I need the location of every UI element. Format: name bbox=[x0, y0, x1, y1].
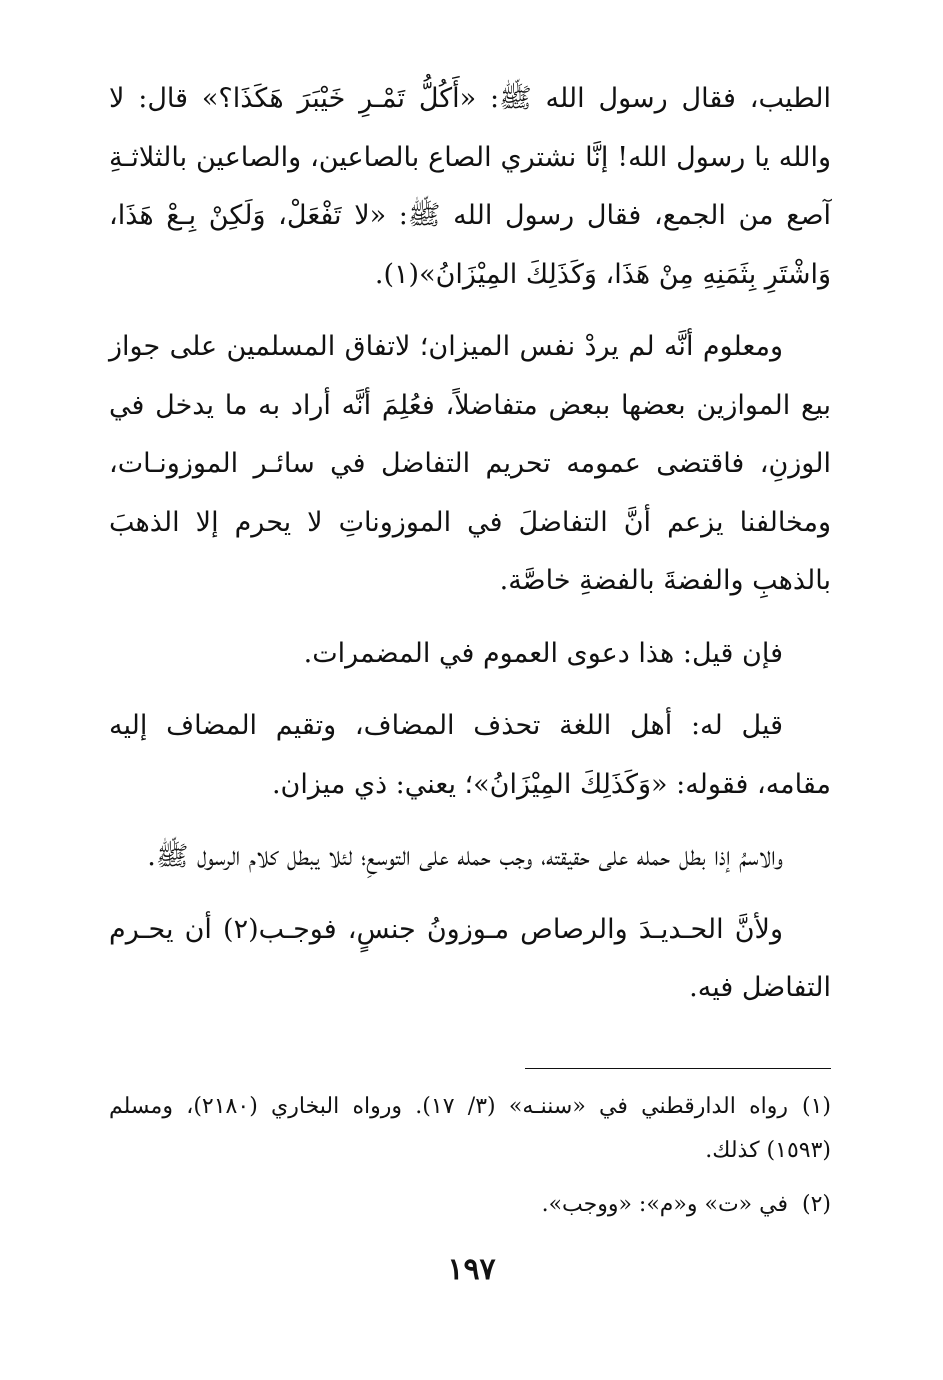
paragraph: فإن قيل: هذا دعوى العموم في المضمرات. bbox=[303, 637, 783, 669]
footnote-divider bbox=[525, 1068, 831, 1069]
footnote-number: (١) bbox=[801, 1094, 831, 1119]
main-text bbox=[109, 70, 831, 1032]
paragraph: ولأنَّ الحـديـدَ والرصاص مـوزونُ جنسٍ، فوجـب(٢) أن يحـرم التفاضل فيه. bbox=[109, 913, 831, 1003]
footnotes bbox=[109, 1085, 831, 1237]
paragraph: ومعلوم أنَّه لم يردْ نفس الميزان؛ لاتفاق المسلمين على جواز بيع الموازين بعضها ببعض متفاضلاً، فعُلِمَ أنَّه أراد به ما يدخل في الوزنِ، فاقتضى عمومه تحريم التفاضل في سائـر الموزونـات، ومخالفنا يزعم أنَّ التفاضلَ في الموزوناتِ لا يحرم إلا الذهبَ بالذهبِ والفضةَ بالفضةِ خاصَّة. bbox=[109, 331, 831, 596]
paragraph: والاسمُ إذا بطل حمله على حقيقته، وجب حمله على التوسعِ؛ لئلا يبطل كلام الرسول ﷺ. bbox=[147, 841, 783, 872]
footnote bbox=[109, 1085, 831, 1173]
paragraph: قيل له: أهل اللغة تحذف المضاف، وتقيم المضاف إليه مقامه، فقوله: «وَكَذَلِكَ المِيْزَانُ»؛ يعني: ذي ميزان. bbox=[109, 710, 831, 800]
paragraph: الطيب، فقال رسول الله ﷺ: «أَكُلُّ تَمْـرِ خَيْبَرَ هَكَذَا؟» قال: لا والله يا رسول الله! إنَّا نشتري الصاع بالصاعين، والصاعين بالثلاثـةِ آصع من الجمع، فقال رسول الله ﷺ: «لا تَفْعَلْ، وَلَكِنْ بِـعْ هَذَا، وَاشْتَرِ بِثَمَنِهِ مِنْ هَذَا، وَكَذَلِكَ المِيْزَانُ»(١). bbox=[109, 83, 831, 290]
footnote bbox=[109, 1183, 831, 1227]
footnote-number: (٢) bbox=[801, 1192, 831, 1217]
footnote-text: في «ت» و«م»: «ووجب». bbox=[541, 1192, 788, 1217]
page-number: ١٩٧ bbox=[447, 1252, 496, 1287]
footnote-text: رواه الدارقطني في «سننـه» (٣/ ١٧). ورواه البخاري (٢١٨٠)، ومسلم (١٥٩٣) كذلك. bbox=[109, 1094, 831, 1163]
